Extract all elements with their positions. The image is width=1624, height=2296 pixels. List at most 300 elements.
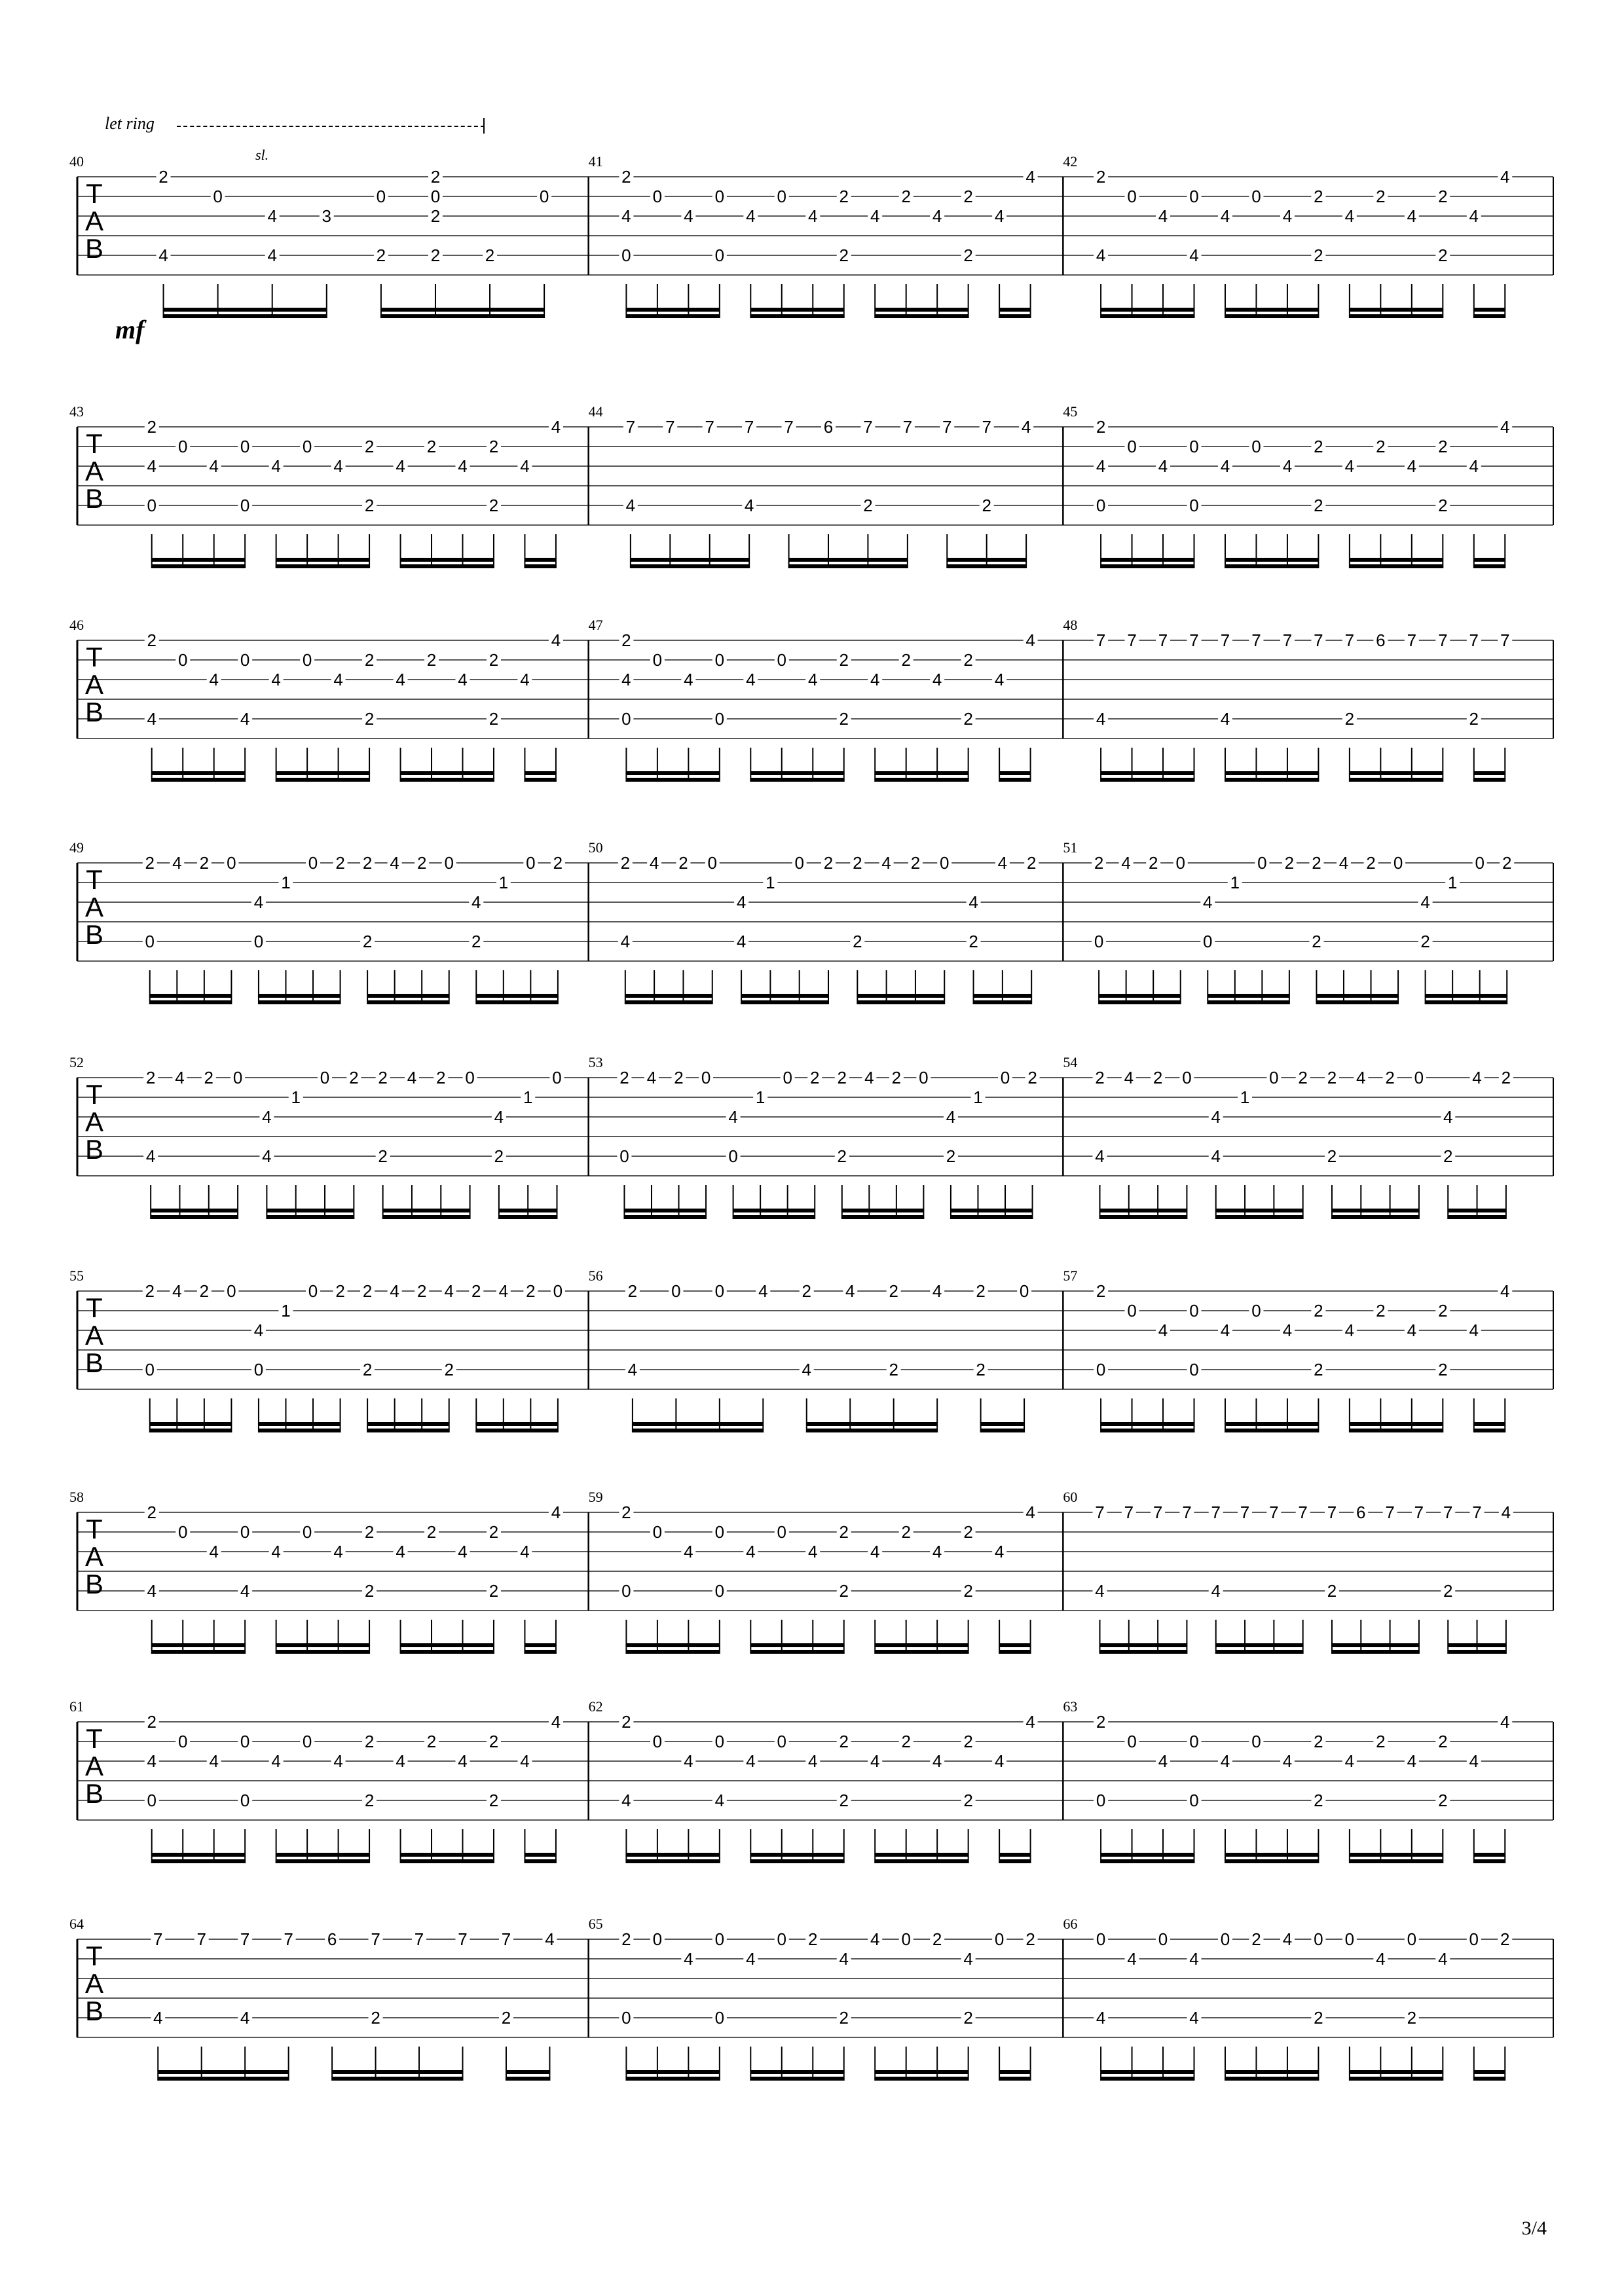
fret-number: 2 bbox=[1443, 1581, 1453, 1601]
beam bbox=[750, 2070, 843, 2074]
beam bbox=[1099, 1650, 1187, 1654]
fret-number: 4 bbox=[253, 1321, 264, 1340]
fret-number: 2 bbox=[489, 1732, 499, 1751]
fret-number: 7 bbox=[1251, 630, 1261, 650]
beam bbox=[525, 771, 555, 775]
beam bbox=[1448, 1215, 1506, 1219]
fret-number: 7 bbox=[414, 1929, 424, 1949]
fret-number: 2 bbox=[1376, 1301, 1386, 1321]
fret-number: 7 bbox=[1314, 630, 1323, 650]
beam bbox=[1101, 314, 1194, 318]
fret-number: 4 bbox=[147, 456, 157, 476]
fret-number: 4 bbox=[625, 496, 636, 515]
beam bbox=[1474, 1429, 1505, 1432]
fret-number: 4 bbox=[1344, 1321, 1355, 1340]
beam bbox=[875, 1643, 968, 1647]
fret-number: 4 bbox=[396, 670, 405, 689]
measure-number: 50 bbox=[588, 839, 603, 856]
fret-number: 4 bbox=[147, 709, 157, 729]
beam bbox=[1474, 308, 1505, 312]
fret-number: 2 bbox=[1438, 1791, 1448, 1810]
beam bbox=[476, 1422, 558, 1426]
fret-number: 4 bbox=[551, 1503, 561, 1522]
fret-number: 2 bbox=[376, 246, 386, 265]
fret-number: 1 bbox=[1230, 873, 1240, 892]
fret-number: 0 bbox=[232, 1068, 243, 1087]
fret-number: 7 bbox=[1414, 1503, 1424, 1522]
fret-number: 0 bbox=[240, 496, 250, 515]
fret-number: 0 bbox=[619, 1146, 629, 1166]
fret-number: 2 bbox=[489, 1522, 499, 1542]
fret-number: 0 bbox=[1096, 1929, 1106, 1949]
fret-number: 2 bbox=[963, 2008, 973, 2028]
beam bbox=[525, 1650, 555, 1654]
beam bbox=[1350, 2077, 1443, 2081]
fret-number: 4 bbox=[684, 1751, 693, 1771]
fret-number: 0 bbox=[1251, 1732, 1261, 1751]
fret-number: 4 bbox=[262, 1146, 272, 1166]
beam bbox=[1426, 1000, 1507, 1004]
beam bbox=[626, 2070, 719, 2074]
fret-number: 2 bbox=[808, 1929, 818, 1949]
tab-clef-letter: T bbox=[86, 178, 103, 209]
beam bbox=[875, 1859, 968, 1863]
tab-clef-letter: T bbox=[86, 1079, 103, 1110]
fret-number: 2 bbox=[489, 650, 499, 670]
fret-number: 2 bbox=[1312, 853, 1321, 873]
beam bbox=[276, 778, 369, 782]
fret-number: 2 bbox=[1327, 1146, 1337, 1166]
beam bbox=[367, 994, 449, 998]
measure-number: 48 bbox=[1063, 617, 1078, 633]
beam bbox=[1350, 564, 1443, 568]
measure-number: 61 bbox=[69, 1698, 84, 1715]
beam bbox=[158, 2070, 288, 2074]
beam bbox=[151, 1209, 238, 1212]
fret-number: 4 bbox=[1095, 1146, 1105, 1166]
fret-number: 2 bbox=[1314, 1732, 1323, 1751]
fret-number: 2 bbox=[1500, 1929, 1510, 1949]
fret-number: 2 bbox=[501, 2008, 511, 2028]
beam bbox=[633, 1422, 763, 1426]
fret-number: 2 bbox=[963, 709, 973, 729]
fret-number: 0 bbox=[652, 650, 663, 670]
fret-number: 2 bbox=[1376, 1732, 1386, 1751]
fret-number: 0 bbox=[302, 1732, 312, 1751]
beam bbox=[259, 1422, 341, 1426]
fret-number: 0 bbox=[1127, 1301, 1137, 1321]
fret-number: 4 bbox=[736, 932, 747, 951]
fret-number: 7 bbox=[284, 1929, 293, 1949]
beam bbox=[624, 1209, 706, 1212]
beam bbox=[525, 558, 555, 562]
measure-number: 62 bbox=[588, 1698, 603, 1715]
fret-number: 2 bbox=[969, 932, 978, 951]
beam bbox=[750, 314, 843, 318]
beam bbox=[1101, 1422, 1194, 1426]
fret-number: 0 bbox=[652, 1522, 663, 1542]
fret-number: 7 bbox=[784, 417, 794, 437]
fret-number: 6 bbox=[1356, 1503, 1366, 1522]
fret-number: 2 bbox=[471, 1281, 481, 1301]
fret-number: 0 bbox=[553, 1281, 563, 1301]
measure-number: 46 bbox=[69, 617, 84, 633]
fret-number: 2 bbox=[1501, 1068, 1511, 1087]
fret-number: 4 bbox=[333, 1542, 343, 1561]
beam bbox=[626, 314, 719, 318]
beam bbox=[276, 1650, 369, 1654]
beam bbox=[974, 1000, 1032, 1004]
fret-number: 2 bbox=[1407, 2008, 1417, 2028]
fret-number: 0 bbox=[783, 1068, 792, 1087]
fret-number: 7 bbox=[501, 1929, 511, 1949]
fret-number: 4 bbox=[1356, 1068, 1366, 1087]
fret-number: 2 bbox=[674, 1068, 684, 1087]
fret-number: 2 bbox=[335, 853, 345, 873]
fret-number: 0 bbox=[1182, 1068, 1192, 1087]
beam bbox=[401, 1650, 494, 1654]
tab-clef-letter: B bbox=[84, 697, 104, 727]
fret-number: 4 bbox=[1469, 1751, 1479, 1771]
fret-number: 4 bbox=[1443, 1107, 1453, 1127]
beam bbox=[750, 771, 843, 775]
fret-number: 4 bbox=[240, 709, 250, 729]
beam bbox=[276, 1643, 369, 1647]
tab-clef-letter: B bbox=[84, 233, 104, 264]
fret-number: 0 bbox=[777, 187, 787, 206]
fret-number: 4 bbox=[808, 1751, 818, 1771]
fret-number: 0 bbox=[240, 1522, 250, 1542]
beam bbox=[1216, 1209, 1303, 1212]
beam bbox=[1225, 558, 1318, 562]
fret-number: 7 bbox=[1182, 1503, 1192, 1522]
tab-clef-letter: B bbox=[84, 483, 104, 514]
fret-number: 7 bbox=[1127, 630, 1137, 650]
beam bbox=[1225, 314, 1318, 318]
beam bbox=[1316, 994, 1398, 998]
fret-number: 0 bbox=[1127, 437, 1137, 456]
beam bbox=[1216, 1215, 1303, 1219]
fret-number: 0 bbox=[794, 853, 804, 873]
fret-number: 4 bbox=[271, 1542, 281, 1561]
beam bbox=[401, 564, 494, 568]
let-ring-label: let ring bbox=[105, 114, 155, 133]
fret-number: 4 bbox=[746, 1949, 756, 1969]
beam bbox=[1332, 1643, 1419, 1647]
fret-number: 0 bbox=[714, 1281, 725, 1301]
fret-number: 4 bbox=[209, 456, 219, 476]
tab-system-9 bbox=[0, 1900, 1624, 2116]
fret-number: 7 bbox=[1240, 1503, 1250, 1522]
fret-number: 0 bbox=[1257, 853, 1267, 873]
fret-number: 2 bbox=[362, 853, 373, 873]
fret-number: 7 bbox=[942, 417, 952, 437]
fret-number: 4 bbox=[1096, 456, 1106, 476]
fret-number: 2 bbox=[426, 1522, 437, 1542]
fret-number: 2 bbox=[1438, 1301, 1448, 1321]
fret-number: 0 bbox=[714, 1522, 725, 1542]
fret-number: 2 bbox=[1344, 709, 1355, 729]
fret-number: 2 bbox=[839, 709, 849, 729]
fret-number: 2 bbox=[839, 246, 849, 265]
fret-number: 2 bbox=[1438, 246, 1448, 265]
measure-number: 58 bbox=[69, 1489, 84, 1505]
let-ring-extender bbox=[177, 126, 485, 127]
fret-number: 2 bbox=[963, 187, 973, 206]
measure-number: 57 bbox=[1063, 1267, 1078, 1284]
beam bbox=[1350, 558, 1443, 562]
beam bbox=[152, 771, 245, 775]
fret-number: 2 bbox=[839, 1791, 849, 1810]
fret-number: 4 bbox=[994, 1542, 1005, 1561]
beam bbox=[332, 2070, 462, 2074]
fret-number: 4 bbox=[932, 1281, 942, 1301]
fret-number: 4 bbox=[1469, 456, 1479, 476]
beam bbox=[1101, 1853, 1194, 1857]
measure-number: 44 bbox=[588, 403, 603, 420]
fret-number: 7 bbox=[1298, 1503, 1308, 1522]
fret-number: 2 bbox=[1376, 437, 1386, 456]
fret-number: 4 bbox=[1158, 1751, 1168, 1771]
tab-system-1 bbox=[0, 137, 1624, 354]
fret-number: 4 bbox=[932, 670, 942, 689]
fret-number: 0 bbox=[444, 853, 454, 873]
beam bbox=[332, 2077, 462, 2081]
fret-number: 4 bbox=[932, 1542, 942, 1561]
beam bbox=[150, 994, 232, 998]
fret-number: 2 bbox=[145, 853, 155, 873]
fret-number: 4 bbox=[471, 892, 481, 912]
beam bbox=[1474, 1859, 1505, 1863]
fret-number: 7 bbox=[1269, 1503, 1279, 1522]
beam bbox=[741, 1000, 828, 1004]
beam bbox=[381, 314, 544, 318]
tab-clef-letter: A bbox=[84, 1751, 104, 1781]
page-number: 3/4 bbox=[1521, 2217, 1547, 2239]
fret-number: 4 bbox=[1025, 630, 1035, 650]
beam bbox=[1332, 1650, 1419, 1654]
fret-number: 4 bbox=[240, 1581, 250, 1601]
beam bbox=[401, 1859, 494, 1863]
beam bbox=[381, 308, 544, 312]
fret-number: 0 bbox=[621, 709, 631, 729]
fret-number: 2 bbox=[147, 630, 157, 650]
fret-number: 0 bbox=[1127, 1732, 1137, 1751]
beam bbox=[875, 771, 968, 775]
beam bbox=[152, 564, 245, 568]
fret-number: 0 bbox=[177, 1732, 188, 1751]
fret-number: 4 bbox=[1121, 853, 1131, 873]
fret-number: 2 bbox=[364, 1791, 375, 1810]
fret-number: 2 bbox=[494, 1146, 504, 1166]
fret-number: 2 bbox=[471, 932, 481, 951]
fret-number: 7 bbox=[1189, 630, 1199, 650]
fret-number: 7 bbox=[1211, 1503, 1221, 1522]
beam bbox=[999, 308, 1030, 312]
fret-number: 0 bbox=[1096, 1791, 1106, 1810]
fret-number: 7 bbox=[1407, 630, 1417, 650]
fret-number: 4 bbox=[333, 456, 343, 476]
beam bbox=[1101, 2070, 1194, 2074]
beam bbox=[276, 558, 369, 562]
beam bbox=[401, 1853, 494, 1857]
fret-number: 2 bbox=[1026, 853, 1037, 873]
fret-number: 0 bbox=[701, 1068, 711, 1087]
fret-number: 2 bbox=[839, 1732, 849, 1751]
fret-number: 4 bbox=[1282, 1929, 1293, 1949]
beam bbox=[525, 1859, 555, 1863]
fret-number: 4 bbox=[1344, 1751, 1355, 1771]
fret-number: 0 bbox=[253, 1360, 264, 1379]
beam bbox=[506, 2077, 549, 2081]
tab-clef-letter: A bbox=[84, 1320, 104, 1351]
fret-number: 0 bbox=[147, 1791, 157, 1810]
fret-number: 0 bbox=[777, 1522, 787, 1542]
fret-number: 2 bbox=[889, 1360, 898, 1379]
beam bbox=[807, 1422, 937, 1426]
fret-number: 4 bbox=[808, 670, 818, 689]
measure-number: 55 bbox=[69, 1267, 84, 1284]
tab-clef-letter: A bbox=[84, 456, 104, 486]
fret-number: 0 bbox=[621, 246, 631, 265]
tab-clef-letter: T bbox=[86, 1941, 103, 1971]
fret-number: 4 bbox=[147, 1581, 157, 1601]
beam bbox=[525, 1853, 555, 1857]
beam bbox=[999, 1859, 1030, 1863]
beam bbox=[750, 1643, 843, 1647]
beam bbox=[626, 1853, 719, 1857]
fret-number: 2 bbox=[837, 1068, 847, 1087]
fret-number: 0 bbox=[714, 1929, 725, 1949]
fret-number: 4 bbox=[1211, 1107, 1221, 1127]
beam bbox=[1099, 1643, 1187, 1647]
fret-number: 0 bbox=[1189, 496, 1199, 515]
beam bbox=[525, 1643, 555, 1647]
fret-number: 0 bbox=[308, 853, 318, 873]
fret-number: 2 bbox=[802, 1281, 812, 1301]
tab-clef-letter: T bbox=[86, 1292, 103, 1323]
fret-number: 2 bbox=[1366, 853, 1376, 873]
fret-number: 2 bbox=[1438, 496, 1448, 515]
fret-number: 4 bbox=[870, 1751, 880, 1771]
beam bbox=[1101, 1429, 1194, 1432]
fret-number: 4 bbox=[520, 670, 530, 689]
beam bbox=[1350, 1859, 1443, 1863]
beam bbox=[750, 1853, 843, 1857]
fret-number: 2 bbox=[1096, 167, 1106, 187]
fret-number: 7 bbox=[1385, 1503, 1395, 1522]
beam bbox=[999, 1643, 1030, 1647]
beam bbox=[1216, 1650, 1303, 1654]
fret-number: 0 bbox=[994, 1929, 1005, 1949]
fret-number: 4 bbox=[870, 1542, 880, 1561]
fret-number: 0 bbox=[777, 1732, 787, 1751]
fret-number: 2 bbox=[976, 1360, 986, 1379]
fret-number: 0 bbox=[1407, 1929, 1417, 1949]
beam bbox=[842, 1215, 924, 1219]
beam bbox=[499, 1209, 557, 1212]
beam bbox=[1099, 994, 1181, 998]
fret-number: 4 bbox=[1220, 456, 1230, 476]
beam bbox=[152, 778, 245, 782]
fret-number: 4 bbox=[444, 1281, 454, 1301]
beam bbox=[476, 1000, 558, 1004]
fret-number: 4 bbox=[172, 853, 182, 873]
fret-number: 4 bbox=[1021, 417, 1031, 437]
beam bbox=[999, 2070, 1030, 2074]
fret-number: 4 bbox=[1158, 206, 1168, 226]
fret-number: 2 bbox=[1153, 1068, 1163, 1087]
beam bbox=[259, 994, 341, 998]
fret-number: 0 bbox=[652, 187, 663, 206]
beam bbox=[276, 1853, 369, 1857]
fret-number: 2 bbox=[1312, 932, 1321, 951]
fret-number: 2 bbox=[489, 1581, 499, 1601]
beam bbox=[152, 1853, 245, 1857]
fret-number: 2 bbox=[145, 1281, 155, 1301]
fret-number: 4 bbox=[172, 1281, 182, 1301]
fret-number: 2 bbox=[430, 206, 441, 226]
fret-number: 7 bbox=[1153, 1503, 1163, 1522]
beam bbox=[1099, 1209, 1187, 1212]
fret-number: 4 bbox=[1025, 1503, 1035, 1522]
beam bbox=[1216, 1643, 1303, 1647]
fret-number: 4 bbox=[1500, 417, 1510, 437]
fret-number: 0 bbox=[1189, 1360, 1199, 1379]
fret-number: 0 bbox=[728, 1146, 738, 1166]
fret-number: 0 bbox=[240, 650, 250, 670]
beam bbox=[401, 778, 494, 782]
fret-number: 2 bbox=[158, 167, 168, 187]
fret-number: 0 bbox=[253, 932, 264, 951]
beam bbox=[1316, 1000, 1398, 1004]
fret-number: 1 bbox=[281, 873, 291, 892]
fret-number: 4 bbox=[1472, 1068, 1482, 1087]
beam bbox=[631, 564, 749, 568]
fret-number: 4 bbox=[1158, 1321, 1168, 1340]
fret-number: 2 bbox=[853, 932, 862, 951]
beam bbox=[1225, 2070, 1318, 2074]
fret-number: 0 bbox=[621, 1581, 631, 1601]
fret-number: 4 bbox=[458, 456, 468, 476]
fret-number: 4 bbox=[1344, 206, 1355, 226]
fret-number: 4 bbox=[714, 1791, 725, 1810]
fret-number: 0 bbox=[1220, 1929, 1230, 1949]
fret-number: 0 bbox=[147, 496, 157, 515]
tab-system-2 bbox=[0, 388, 1624, 604]
tab-system-8 bbox=[0, 1683, 1624, 1899]
fret-number: 2 bbox=[963, 650, 973, 670]
fret-number: 7 bbox=[1469, 630, 1479, 650]
fret-number: 4 bbox=[271, 456, 281, 476]
beam bbox=[383, 1215, 470, 1219]
fret-number: 4 bbox=[545, 1929, 555, 1949]
beam bbox=[401, 558, 494, 562]
measure-number: 45 bbox=[1063, 403, 1078, 420]
fret-number: 0 bbox=[777, 650, 787, 670]
fret-number: 1 bbox=[1240, 1087, 1250, 1107]
fret-number: 2 bbox=[1096, 417, 1106, 437]
fret-number: 4 bbox=[1500, 167, 1510, 187]
fret-number: 7 bbox=[1282, 630, 1293, 650]
fret-number: 4 bbox=[1096, 2008, 1106, 2028]
fret-number: 7 bbox=[196, 1929, 206, 1949]
fret-number: 0 bbox=[714, 246, 725, 265]
fret-number: 4 bbox=[1500, 1281, 1510, 1301]
fret-number: 4 bbox=[458, 1542, 468, 1561]
beam bbox=[1101, 308, 1194, 312]
fret-number: 0 bbox=[177, 437, 188, 456]
